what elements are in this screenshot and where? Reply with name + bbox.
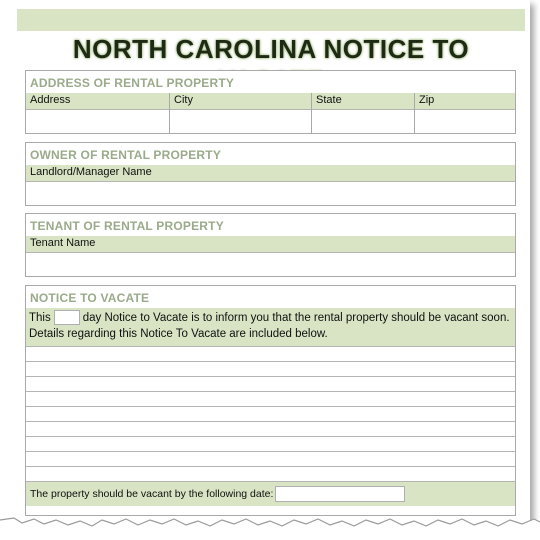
- tenant-input-row: [26, 252, 515, 276]
- details-line[interactable]: [26, 346, 515, 361]
- zip-label: Zip: [414, 93, 515, 109]
- rental-property-section: [25, 70, 516, 134]
- page-title: NORTH CAROLINA NOTICE TO: [72, 34, 470, 64]
- tenant-label-row: [26, 236, 515, 252]
- details-line[interactable]: [26, 436, 515, 451]
- details-line[interactable]: [26, 376, 515, 391]
- owner-heading: OWNER OF RENTAL PROPERTY: [30, 148, 222, 162]
- city-label: City: [169, 93, 311, 109]
- details-line[interactable]: [26, 466, 515, 481]
- owner-input-row: [26, 181, 515, 205]
- city-field[interactable]: [169, 109, 311, 133]
- owner-section: [25, 142, 516, 206]
- details-line[interactable]: [26, 391, 515, 406]
- tenant-name-label: Tenant Name: [30, 237, 96, 249]
- vacate-date-label: The property should be vacant by the following date:: [30, 488, 274, 500]
- owner-label-row: [26, 165, 515, 181]
- tenant-section: [25, 213, 516, 277]
- address-label: Address: [30, 94, 71, 106]
- zip-field[interactable]: [414, 109, 515, 133]
- notice-section: [25, 285, 516, 516]
- vacate-date-row: [26, 481, 515, 506]
- details-line[interactable]: [26, 451, 515, 466]
- tenant-heading: TENANT OF RENTAL PROPERTY: [30, 219, 224, 233]
- vacate-date-field[interactable]: [275, 486, 405, 502]
- landlord-name-label: Landlord/Manager Name: [30, 166, 152, 178]
- header-band: [17, 9, 525, 31]
- tenant-name-field[interactable]: [26, 252, 515, 276]
- landlord-name-field[interactable]: [26, 181, 515, 205]
- state-field[interactable]: [311, 109, 414, 133]
- details-lines: [26, 346, 515, 481]
- torn-edge: [0, 514, 540, 540]
- details-line[interactable]: [26, 406, 515, 421]
- details-line[interactable]: [26, 421, 515, 436]
- state-label: State: [311, 93, 414, 109]
- notice-text-line2: Details regarding this Notice To Vacate are included below.: [29, 328, 328, 340]
- notice-text: [26, 308, 515, 346]
- details-line[interactable]: [26, 361, 515, 376]
- notice-text-before: This: [29, 312, 51, 324]
- days-field[interactable]: [54, 310, 80, 325]
- address-field[interactable]: [26, 109, 169, 133]
- rental-property-label-row: [26, 93, 515, 109]
- rental-property-input-row: [26, 109, 515, 133]
- rental-property-heading: ADDRESS OF RENTAL PROPERTY: [30, 76, 235, 90]
- notice-text-after: day Notice to Vacate is to inform you that the rental property should be vacant soon.: [82, 312, 510, 324]
- notice-heading: NOTICE TO VACATE: [30, 291, 150, 305]
